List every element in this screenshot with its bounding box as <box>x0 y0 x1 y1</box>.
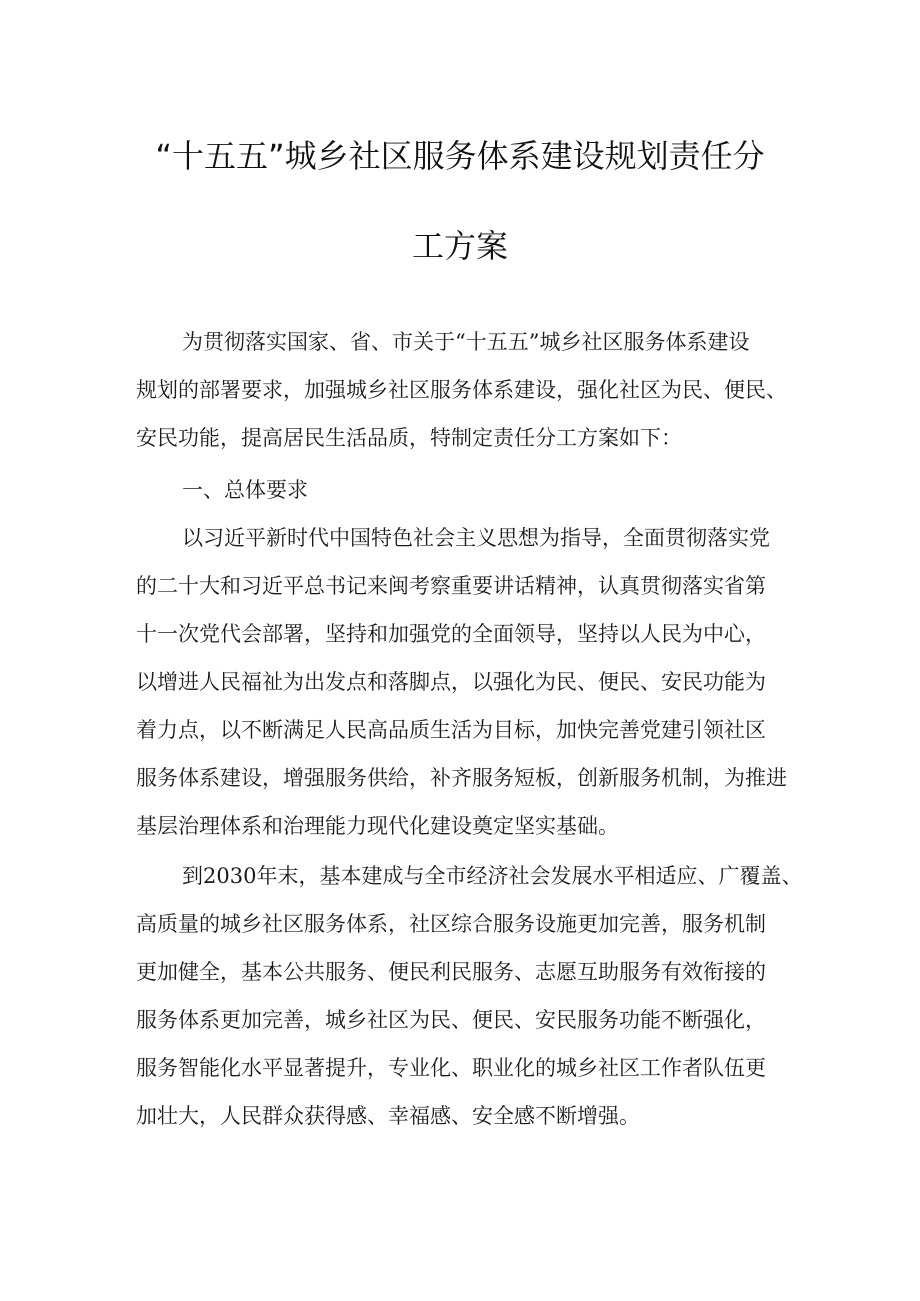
document-title-line-1: “十五五”城乡社区服务体系建设规划责任分 <box>155 137 765 175</box>
text-line: 十一次党代会部署，坚持和加强党的全面领导，坚持以人民为中心， <box>136 622 766 646</box>
text-line: 高质量的城乡社区服务体系，社区综合服务设施更加完善，服务机制 <box>136 912 766 936</box>
text-line: 以习近平新时代中国特色社会主义思想为指导，全面贯彻落实党 <box>182 526 770 550</box>
text-line: 服务智能化水平显著提升，专业化、职业化的城乡社区工作者队伍更 <box>136 1056 766 1080</box>
text-line: 着力点，以不断满足人民高品质生活为目标，加快完善党建引领社区 <box>136 718 766 742</box>
text-line: 更加健全，基本公共服务、便民利民服务、志愿互助服务有效衔接的 <box>136 960 766 984</box>
text-line: 服务体系更加完善，城乡社区为民、便民、安民服务功能不断强化， <box>136 1008 766 1032</box>
document-title-line-2: 工方案 <box>411 227 508 265</box>
text-line: 规划的部署要求，加强城乡社区服务体系建设，强化社区为民、便民、 <box>136 378 787 402</box>
section-1-heading: 一、总体要求 <box>182 478 308 502</box>
text-line: 基层治理体系和治理能力现代化建设奠定坚实基础。 <box>136 814 619 838</box>
text-line: 到2030年末，基本建成与全市经济社会发展水平相适应、广覆盖、 <box>182 864 803 888</box>
text-line: 加壮大，人民群众获得感、幸福感、安全感不断增强。 <box>136 1104 640 1128</box>
text-line: 以增进人民福祉为出发点和落脚点，以强化为民、便民、安民功能为 <box>136 670 766 694</box>
body-paragraph-1 <box>136 514 816 850</box>
intro-paragraph <box>136 318 816 462</box>
text-line: 为贯彻落实国家、省、市关于“十五五”城乡社区服务体系建设 <box>182 330 750 354</box>
text-line: 的二十大和习近平总书记来闽考察重要讲话精神，认真贯彻落实省第 <box>136 574 766 598</box>
text-line: 安民功能，提高居民生活品质，特制定责任分工方案如下： <box>136 426 682 450</box>
section-heading <box>136 466 816 514</box>
body-paragraph-2 <box>136 852 816 1140</box>
text-line: 服务体系建设，增强服务供给，补齐服务短板，创新服务机制，为推进 <box>136 766 787 790</box>
